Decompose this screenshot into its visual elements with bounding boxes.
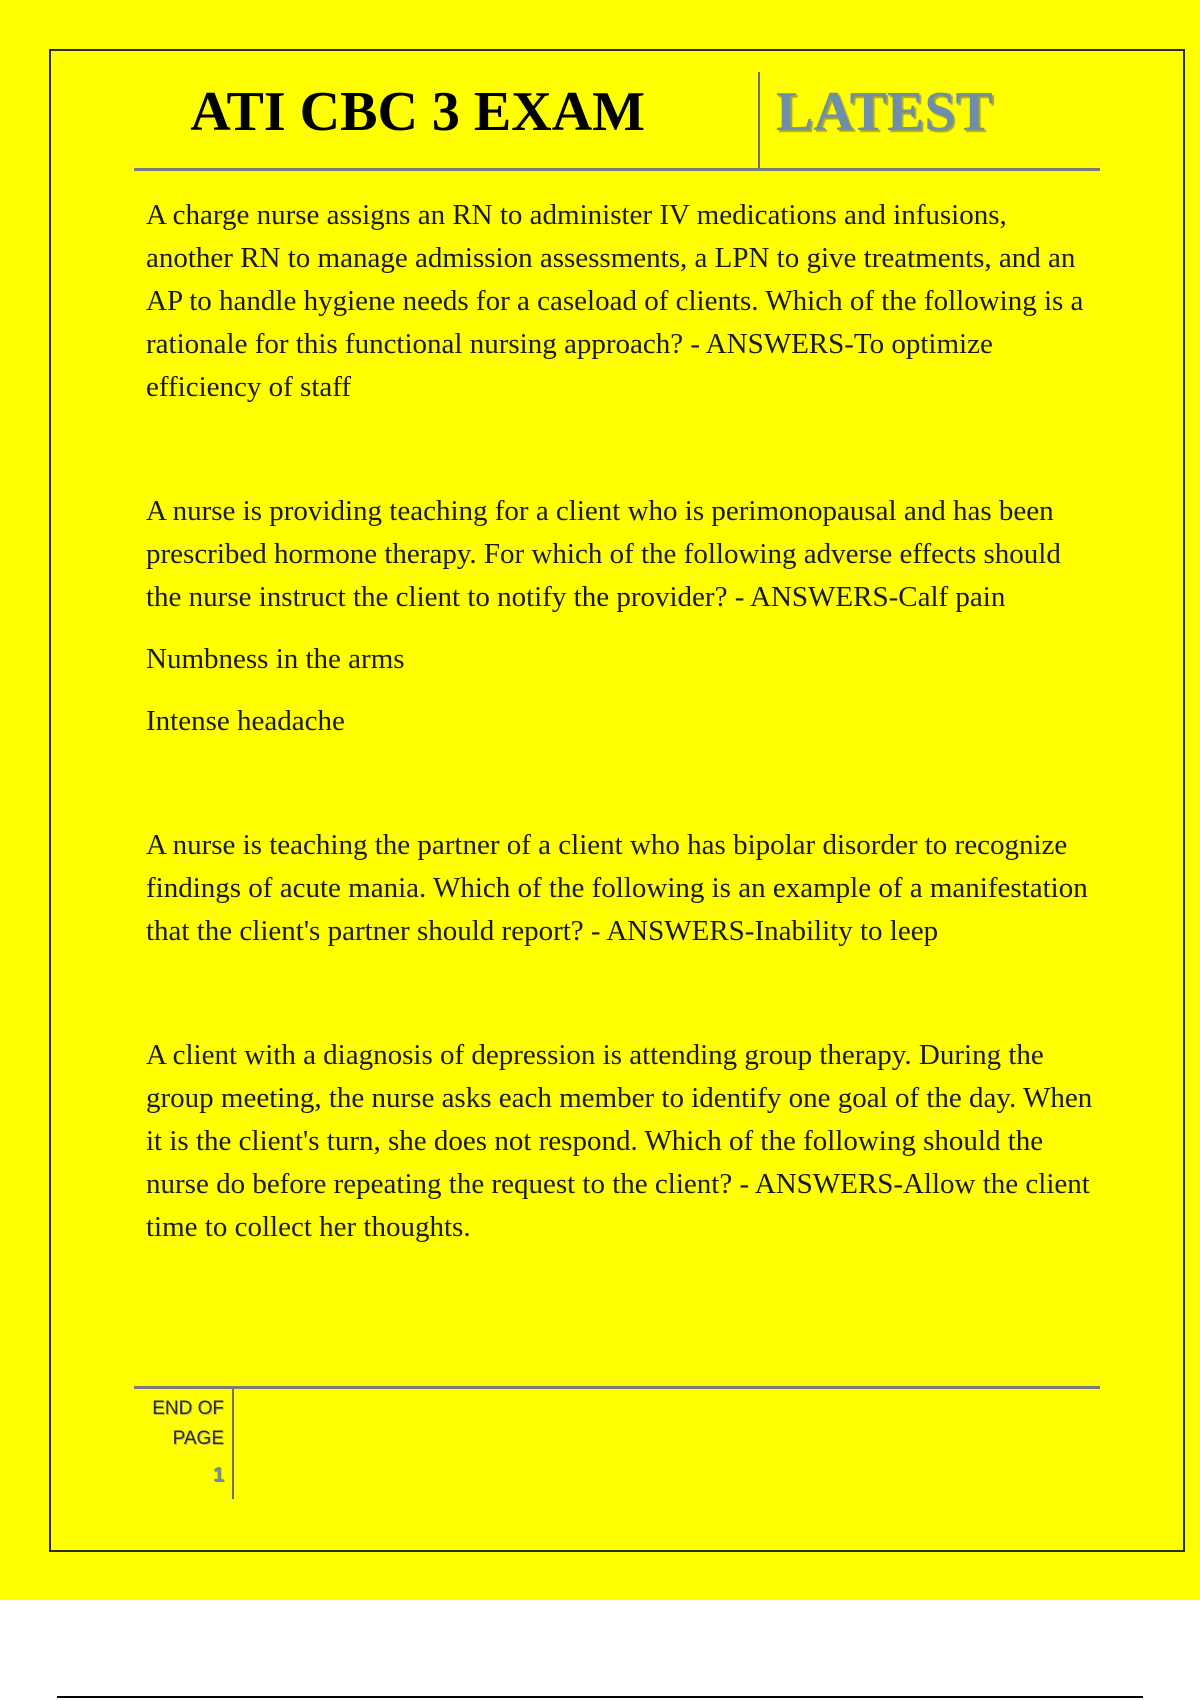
footer-label-line-2: PAGE <box>172 1428 224 1449</box>
question-text: A client with a diagnosis of depression is attending group therapy. During the group meeting, the nurse asks each member to identify one goal of the day. When it is the client's turn, she does not respond. Which of the following should the nurse do before repeating the request to the client? - ANSWERS-Allow the client time to collect her thoughts. <box>146 1039 1093 1243</box>
spacer <box>146 409 1096 490</box>
answer-line: Numbness in the arms <box>146 643 405 675</box>
spacer <box>146 743 1096 824</box>
footer-divider <box>232 1389 234 1499</box>
question-text: A nurse is teaching the partner of a client who has bipolar disorder to recognize findings of acute mania. Which of the following is an example of a manifestation that the client's partner should report? - ANSWERS-Inability to leep <box>146 829 1088 947</box>
footer-rule <box>134 1386 1100 1389</box>
document-body <box>146 194 1096 1249</box>
spacer <box>146 953 1096 1034</box>
footer-label-line-1: END OF <box>152 1398 224 1419</box>
footer-label <box>152 1394 224 1454</box>
title-divider <box>758 72 760 168</box>
question-text: A nurse is providing teaching for a client who is perimonopausal and has been prescribed hormone therapy. For which of the following adverse effects should the nurse instruct the client to notify the provider? - ANSWERS-Calf pain <box>146 495 1061 613</box>
answer-line: Intense headache <box>146 705 345 737</box>
page-title: ATI CBC 3 EXAM <box>190 81 645 143</box>
title-accent: LATEST <box>776 81 993 143</box>
question-block-3 <box>146 824 1096 953</box>
question-block-4 <box>146 1034 1096 1249</box>
bottom-rule <box>57 1696 1143 1698</box>
question-block-2 <box>146 490 1096 743</box>
header <box>134 70 1100 171</box>
page-number: 1 <box>212 1464 224 1486</box>
question-text: A charge nurse assigns an RN to administer IV medications and infusions, another RN to manage admission assessments, a LPN to give treatments, and an AP to handle hygiene needs for a caseload of clients. Which of the following is a rationale for this functional nursing approach? - ANSWERS-To optimize efficiency of staff <box>146 199 1084 403</box>
question-block-1 <box>146 194 1096 409</box>
